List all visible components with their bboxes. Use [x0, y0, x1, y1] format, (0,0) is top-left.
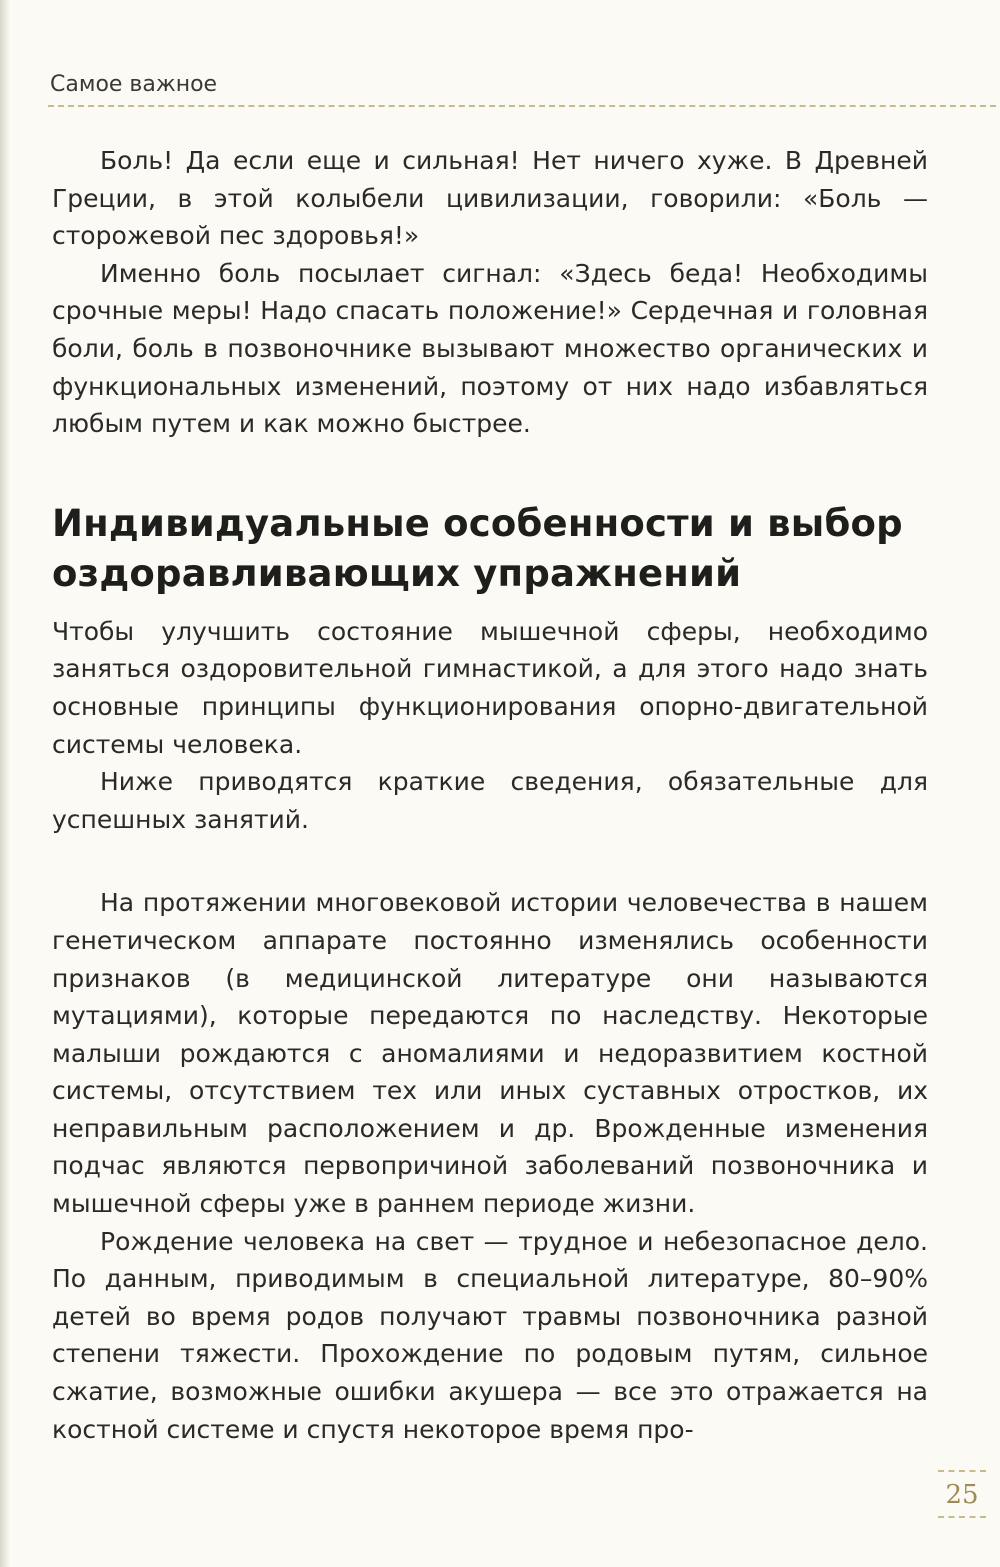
section-heading: Индивидуальные особенности и выбор оздоравливающих упражнений	[52, 501, 903, 595]
folio-rule-top	[938, 1470, 986, 1472]
page-number: 25	[945, 1480, 979, 1510]
page-number-block	[938, 1470, 986, 1518]
paragraph-section-2: Ниже приводятся краткие сведения, обязательные для успешных занятий.	[52, 767, 928, 834]
page-body	[52, 142, 928, 1448]
paragraph-section-1: Чтобы улучшить состояние мышечной сферы, необходимо заняться оздоровительной гимнастикой, а для этого надо знать основные принципы функционирования опорно-двигательной системы человека.	[52, 616, 928, 759]
running-title: Самое важное	[50, 72, 218, 97]
paragraph-intro-1: Боль! Да если еще и сильная! Нет ничего хуже. В Древней Греции, в этой колыбели цивилизации, говорили: «Боль — сторожевой пес здоровья!»	[52, 146, 928, 251]
header-divider	[48, 105, 996, 107]
page-edge-shadow	[0, 0, 10, 1567]
paragraph-main-2: Рождение человека на свет — трудное и небезопасное дело. По данным, приводимым в специальной литературе, 80–90% детей во время родов получают травмы позвоночника разной степени тяжести. Прохождение по родовым путям, сильное сжатие, возможные ошибки акушера — все это отражается на костной системе и спустя некоторое время про-	[52, 1226, 928, 1444]
folio-rule-bottom	[938, 1516, 986, 1518]
section-spacer	[52, 838, 928, 884]
paragraph-main-1: На протяжении многовековой истории человечества в нашем генетическом аппарате постоянно изменялись особенности признаков (в медицинской литературе они называются мутациями), которые передаются по наследству. Некоторые малыши рождаются с аномалиями и недоразвитием костной системы, отсутствием тех или иных суставных отростков, их неправильным расположением и др. Врожденные изменения подчас являются первопричиной заболеваний позвоночника и мышечной сферы уже в раннем периоде жизни.	[52, 888, 928, 1219]
paragraph-intro-2: Именно боль посылает сигнал: «Здесь беда! Необходимы срочные меры! Надо спасать положение!» Сердечная и головная боли, боль в позвоночнике вызывают множество органических и функциональных изменений, поэтому от них надо избавляться любым путем и как можно быстрее.	[52, 258, 928, 439]
